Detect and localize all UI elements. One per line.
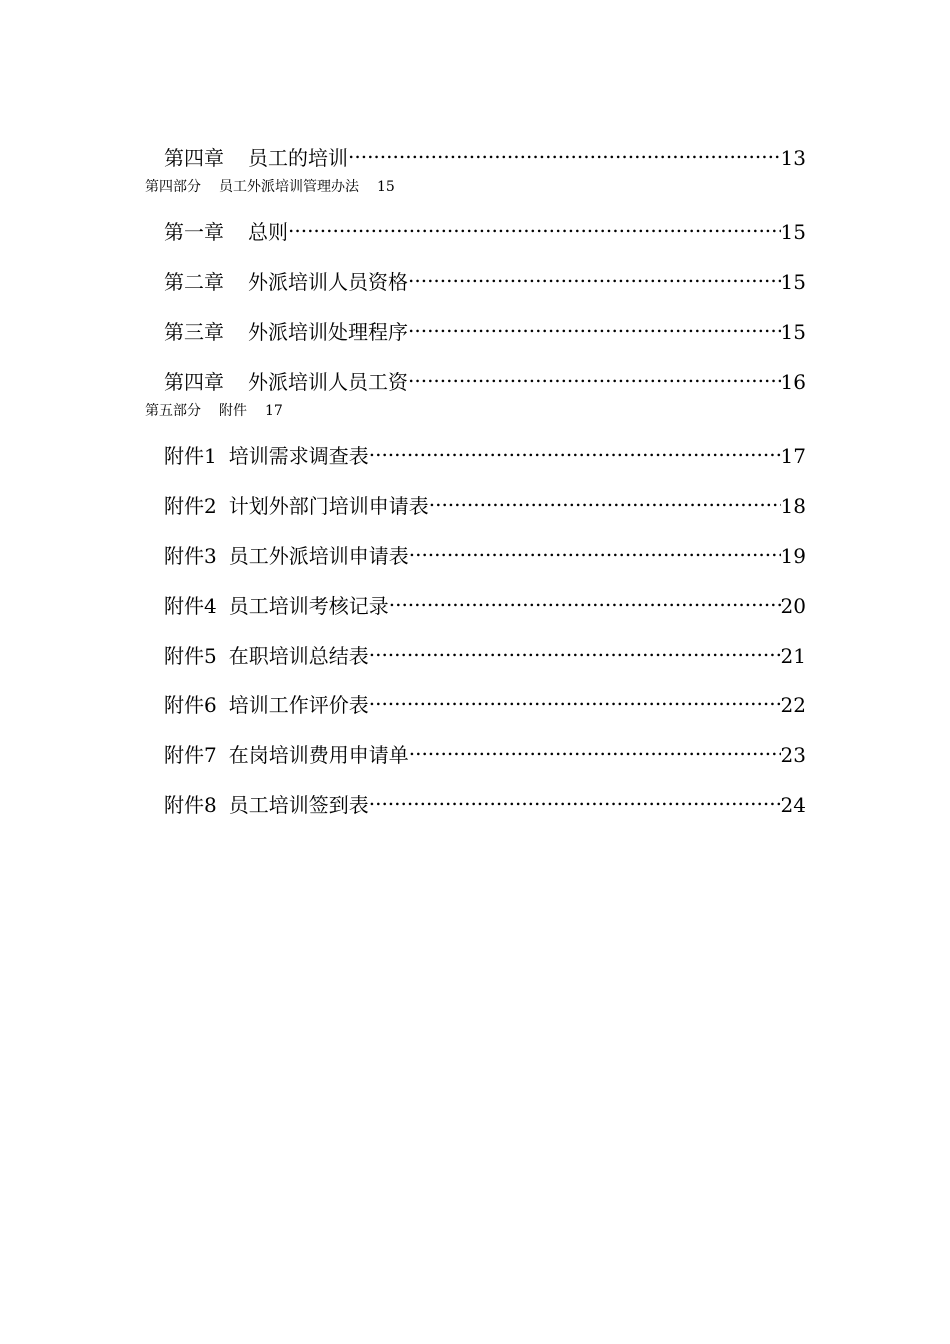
page-number: 24 [780,793,806,817]
appendix-number: 3 [204,544,217,568]
appendix-label: 附件 [164,743,204,767]
appendix-title: 在岗培训费用申请单 [228,743,409,767]
page-number: 15 [377,179,395,195]
appendix-label: 附件 [164,693,204,717]
page-number: 21 [780,644,806,668]
toc-entry-part[interactable] [145,177,395,197]
part-label: 第五部分 [145,403,201,419]
dot-leader [409,535,781,563]
toc-entry-appendix[interactable] [164,684,806,719]
part-label: 第四部分 [145,179,201,195]
dot-leader [348,137,781,165]
page-number: 19 [780,544,806,568]
dot-leader [369,635,781,663]
toc-entry-appendix[interactable] [164,734,806,769]
appendix-title: 计划外部门培训申请表 [228,494,429,518]
page-number: 15 [780,320,806,344]
page-number: 22 [780,693,806,717]
appendix-label: 附件 [164,494,204,518]
dot-leader [369,435,781,463]
chapter-title: 外派培训人员资格 [248,270,408,294]
part-title: 员工外派培训管理办法 [219,179,359,195]
appendix-title: 培训需求调查表 [228,444,369,468]
chapter-title: 外派培训处理程序 [248,320,408,344]
page-number: 16 [780,370,806,394]
dot-leader [409,734,781,762]
dot-leader [288,211,781,239]
toc-entry-chapter[interactable] [164,311,806,346]
page-number: 15 [780,220,806,244]
dot-leader [369,684,781,712]
toc-entry-appendix[interactable] [164,585,806,620]
appendix-title: 员工培训考核记录 [228,594,389,618]
toc-entry-appendix[interactable] [164,535,806,570]
chapter-label: 第二章 [164,270,224,294]
appendix-title: 培训工作评价表 [228,693,369,717]
toc-entry-appendix[interactable] [164,435,806,470]
toc-entry-appendix[interactable] [164,784,806,819]
appendix-label: 附件 [164,793,204,817]
appendix-number: 8 [204,793,217,817]
dot-leader [408,311,781,339]
appendix-label: 附件 [164,444,204,468]
appendix-title: 在职培训总结表 [228,644,369,668]
page-number: 17 [780,444,806,468]
chapter-label: 第四章 [164,370,224,394]
dot-leader [369,784,781,812]
appendix-number: 7 [204,743,217,767]
toc-entry-part[interactable] [145,401,283,421]
appendix-number: 4 [204,594,217,618]
appendix-label: 附件 [164,544,204,568]
chapter-title: 员工的培训 [248,146,348,170]
page-number: 17 [265,403,283,419]
toc-entry-chapter[interactable] [164,261,806,296]
appendix-number: 1 [204,444,217,468]
appendix-label: 附件 [164,644,204,668]
appendix-number: 5 [204,644,217,668]
chapter-title: 总则 [248,220,288,244]
appendix-title: 员工培训签到表 [228,793,369,817]
page-number: 20 [780,594,806,618]
page-number: 15 [780,270,806,294]
dot-leader [389,585,781,613]
page-number: 23 [780,743,806,767]
dot-leader [429,485,781,513]
toc-entry-appendix[interactable] [164,635,806,670]
toc-entry-chapter[interactable] [164,137,806,172]
dot-leader [408,361,781,389]
page-number: 18 [780,494,806,518]
appendix-number: 6 [204,693,217,717]
toc-entry-chapter[interactable] [164,361,806,396]
chapter-title: 外派培训人员工资 [248,370,408,394]
dot-leader [408,261,781,289]
part-title: 附件 [219,403,247,419]
toc-entry-chapter[interactable] [164,211,806,246]
page-number: 13 [780,146,806,170]
appendix-title: 员工外派培训申请表 [228,544,409,568]
appendix-number: 2 [204,494,217,518]
chapter-label: 第三章 [164,320,224,344]
toc-entry-appendix[interactable] [164,485,806,520]
appendix-label: 附件 [164,594,204,618]
chapter-label: 第一章 [164,220,224,244]
chapter-label: 第四章 [164,146,224,170]
